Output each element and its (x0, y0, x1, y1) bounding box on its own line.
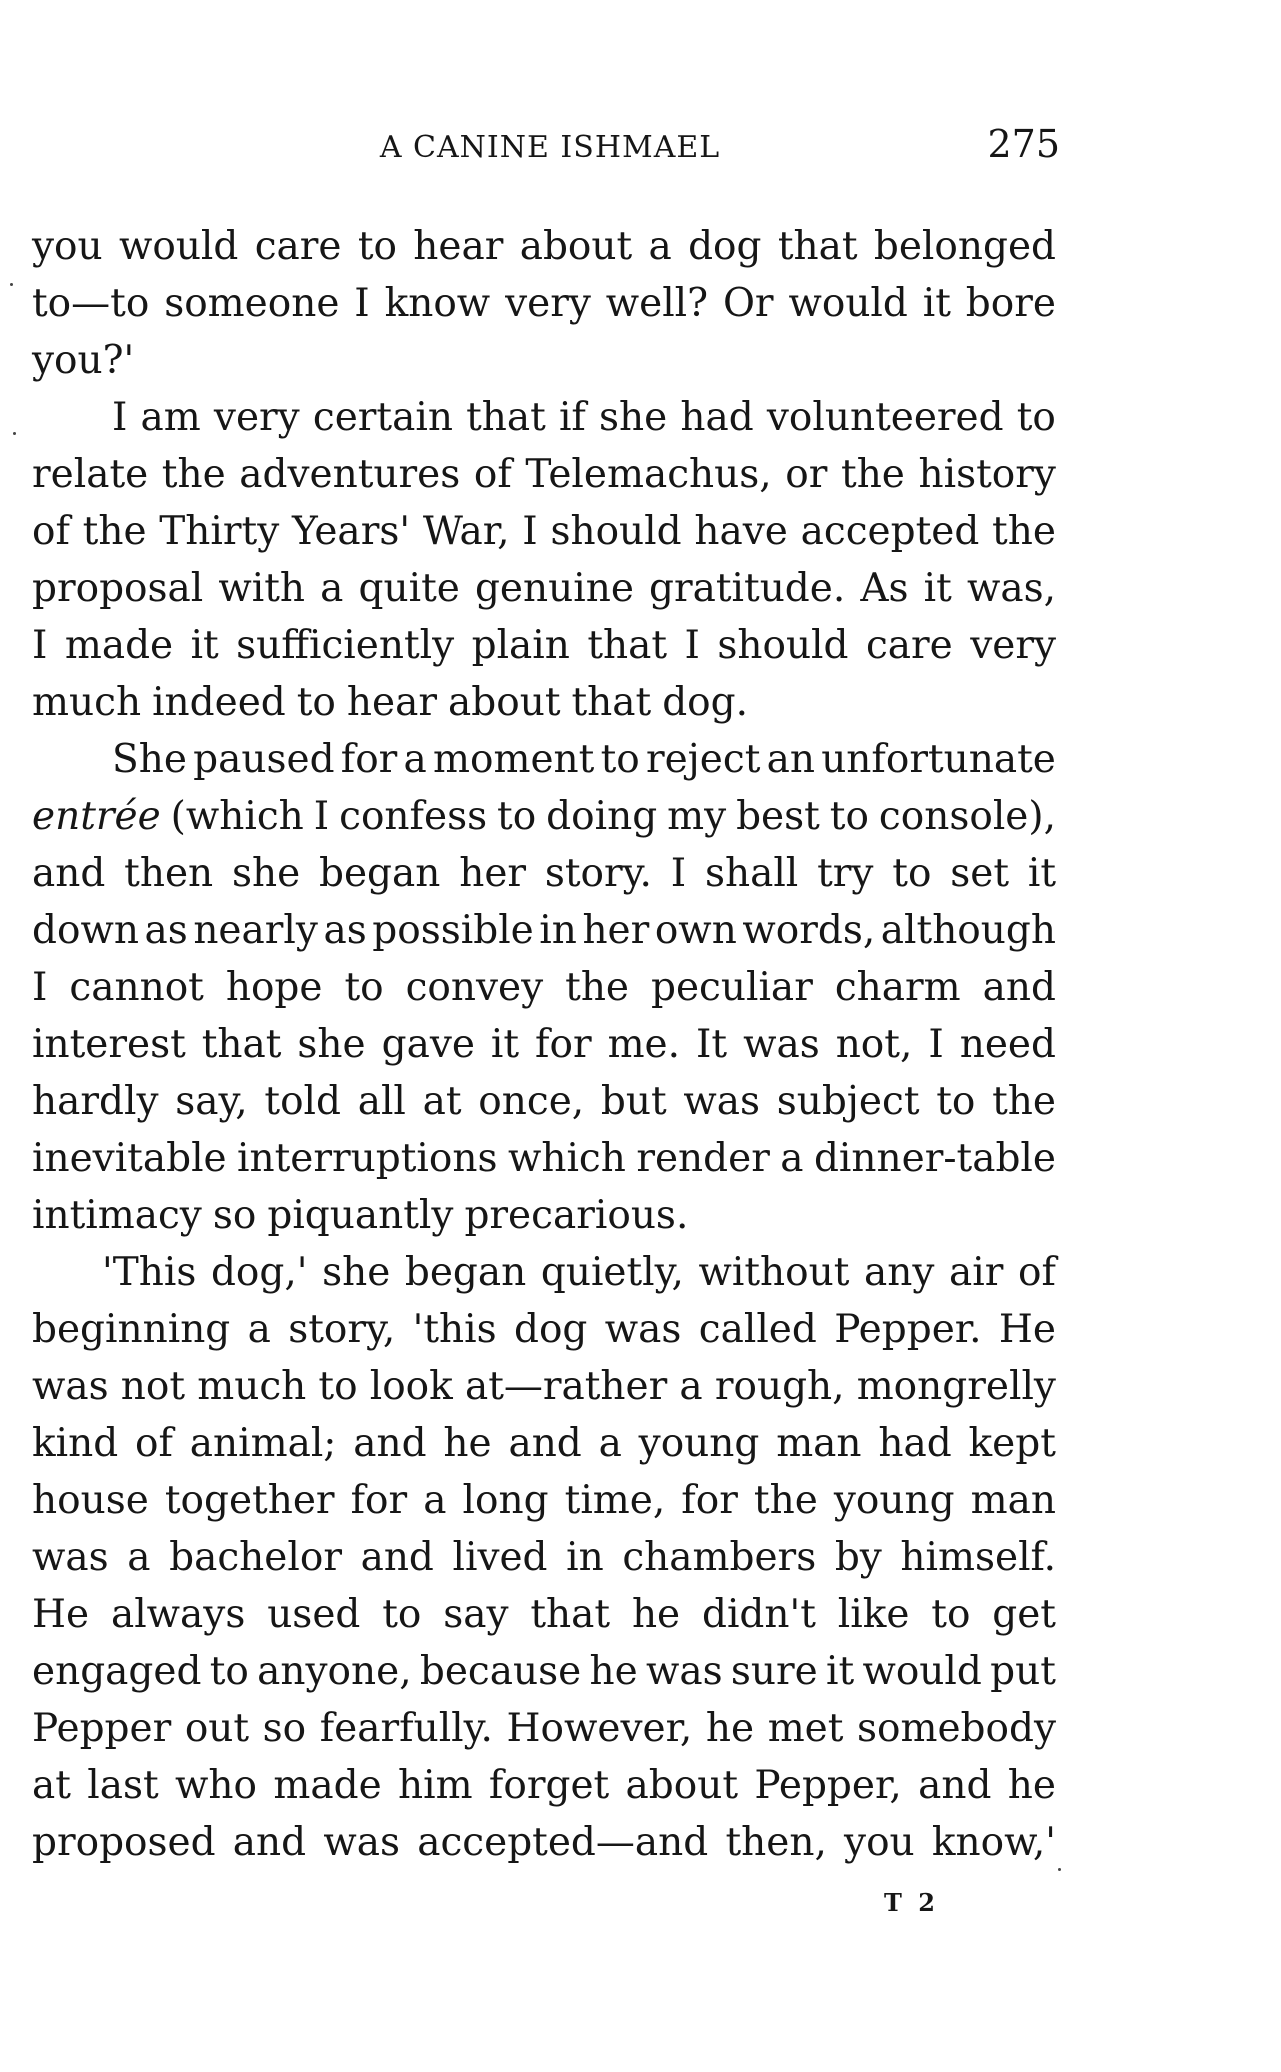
word: However, (506, 1706, 693, 1751)
text-line (32, 1244, 1056, 1301)
word: he (1007, 1763, 1056, 1808)
word: I (684, 623, 700, 668)
word: him (398, 1763, 473, 1808)
word: would (118, 224, 239, 269)
word: dog,' (210, 1250, 308, 1295)
word: at—rather (464, 1364, 668, 1409)
word: the (161, 452, 226, 497)
word: house (32, 1478, 149, 1523)
running-title: A CANINE ISHMAEL (379, 130, 721, 165)
word: for (535, 1022, 592, 1067)
word: precarious. (464, 1193, 689, 1238)
word: care (254, 224, 342, 269)
word: best (736, 794, 820, 839)
word: I (32, 623, 48, 668)
word: look (369, 1364, 453, 1409)
word: I (32, 965, 48, 1010)
word: to (344, 965, 384, 1010)
word: quietly, (540, 1250, 684, 1295)
word: story, (288, 1307, 396, 1352)
word: console), (878, 794, 1056, 839)
word: shall (704, 851, 799, 896)
word: to (892, 851, 932, 896)
word: made (64, 623, 174, 668)
word: to (497, 794, 537, 839)
word: man (776, 1421, 862, 1466)
word: hope (225, 965, 323, 1010)
word: forget (488, 1763, 610, 1808)
word: I (112, 395, 128, 440)
word: her (459, 851, 527, 896)
margin-speck (1058, 1868, 1061, 1871)
word: chambers (622, 1535, 817, 1580)
word: words, (742, 908, 876, 953)
word: that (587, 623, 668, 668)
word: he (631, 1592, 681, 1637)
word: then, (725, 1820, 827, 1865)
word: was (743, 1022, 820, 1067)
word: try (817, 851, 874, 896)
word: the (992, 509, 1056, 554)
word: Pepper. (834, 1307, 982, 1352)
word: of (135, 1421, 173, 1466)
text-line (32, 1757, 1056, 1814)
word: about (448, 680, 561, 725)
word: accepted (800, 509, 980, 554)
word: say (443, 1592, 509, 1637)
word: the (841, 452, 905, 497)
word (32, 788, 161, 845)
word: gratitude. (649, 566, 846, 611)
word: to (829, 794, 869, 839)
word: for (350, 1478, 408, 1523)
word: long (462, 1478, 549, 1523)
word: I (313, 794, 330, 839)
word: last (87, 1763, 159, 1808)
word: would (862, 1649, 982, 1694)
word: very (505, 281, 591, 326)
word: moment (433, 737, 595, 782)
word: the (82, 509, 147, 554)
word: beginning (32, 1307, 231, 1352)
word: together (164, 1478, 335, 1523)
word: say, (175, 1079, 248, 1124)
word: and (353, 1421, 427, 1466)
word: he (705, 1706, 755, 1751)
word: Years' (292, 509, 411, 554)
word: and (508, 1421, 582, 1466)
word: have (694, 509, 788, 554)
word: proposal (32, 566, 204, 611)
word: it (190, 623, 219, 668)
text-line (32, 788, 1056, 845)
word: dog (513, 1307, 588, 1352)
word: gave (381, 1022, 475, 1067)
word: She (112, 737, 187, 782)
word: War, (422, 509, 510, 554)
word: own (654, 908, 737, 953)
word: possible (372, 908, 534, 953)
text-line (32, 617, 1056, 674)
word: sure (730, 1649, 818, 1694)
text-line (32, 1472, 1056, 1529)
text-line (32, 275, 1056, 332)
text-line (32, 1415, 1056, 1472)
word: that (530, 1592, 611, 1637)
word: to (296, 680, 336, 725)
word: peculiar (650, 965, 813, 1010)
word: and (360, 1535, 434, 1580)
word: like (837, 1592, 910, 1637)
word: certain (312, 395, 453, 440)
text-line (32, 1073, 1056, 1130)
body-text (32, 218, 1056, 1871)
word: it (826, 1649, 855, 1694)
text-line (32, 332, 1056, 389)
word: doing (546, 794, 658, 839)
text-line (32, 1643, 1056, 1700)
word: to (209, 1649, 249, 1694)
word: was (32, 1364, 109, 1409)
text-line (32, 1301, 1056, 1358)
word: it (490, 1022, 520, 1067)
text-line (32, 503, 1056, 560)
word: rough, (714, 1364, 845, 1409)
word: confess (339, 794, 488, 839)
word: didn't (701, 1592, 816, 1637)
word: mongrelly (856, 1364, 1056, 1409)
word: then (124, 851, 214, 896)
text-line (32, 959, 1056, 1016)
word: dinner-table (813, 1136, 1056, 1181)
text-line (32, 1358, 1056, 1415)
text-line (32, 845, 1056, 902)
word: of (32, 509, 70, 554)
word: bachelor (169, 1535, 342, 1580)
word: it (1027, 851, 1056, 896)
text-line (32, 1187, 1056, 1244)
word: someone (164, 281, 340, 326)
word: but (600, 1079, 667, 1124)
word: render (636, 1136, 770, 1181)
word: I (928, 1022, 944, 1067)
text-line (32, 1130, 1056, 1187)
word: at (32, 1763, 71, 1808)
word: my (667, 794, 727, 839)
word: He (998, 1307, 1056, 1352)
word: to (931, 1592, 971, 1637)
word: called (698, 1307, 817, 1352)
italic-word: entrée (32, 794, 161, 839)
word: used (267, 1592, 361, 1637)
word: always (110, 1592, 246, 1637)
word: she (297, 1022, 366, 1067)
word: Telemachus, (525, 452, 772, 497)
word: a (247, 1307, 271, 1352)
word: anyone, (257, 1649, 412, 1694)
word: adventures (239, 452, 461, 497)
word: as (144, 908, 188, 953)
word: accepted—and (417, 1820, 709, 1865)
word: down (32, 908, 139, 953)
text-line (32, 1814, 1056, 1871)
word: with (218, 566, 306, 611)
page-number: 275 (987, 122, 1060, 166)
word: am (140, 395, 201, 440)
word: her (582, 908, 650, 953)
word: 'this (412, 1307, 497, 1352)
word: for (681, 1478, 738, 1523)
word: dog (688, 224, 762, 269)
word: so (262, 1706, 307, 1751)
word: put (990, 1649, 1056, 1694)
text-line (32, 1529, 1056, 1586)
word: set (950, 851, 1010, 896)
word: volunteered (766, 395, 1004, 440)
word: much (32, 680, 142, 725)
word: began (404, 1250, 527, 1295)
word: convey (405, 965, 544, 1010)
word: if (558, 395, 586, 440)
word: at (422, 1079, 462, 1124)
word: dog. (662, 680, 749, 725)
word: all (357, 1079, 406, 1124)
text-line (32, 1586, 1056, 1643)
word: not, (835, 1022, 913, 1067)
word: that (777, 224, 858, 269)
word: subject (776, 1079, 920, 1124)
word: was (683, 1079, 760, 1124)
word: He (32, 1592, 90, 1637)
word: was (645, 1649, 723, 1694)
word: should (550, 509, 682, 554)
word: (which (170, 794, 304, 839)
word: hear (346, 680, 437, 725)
word: relate (32, 452, 149, 497)
word: a (423, 1478, 447, 1523)
word: a (320, 566, 344, 611)
word: a (679, 1364, 703, 1409)
word: hear (413, 224, 504, 269)
word: interruptions (237, 1136, 498, 1181)
word: Or (722, 281, 774, 326)
word: It (696, 1022, 728, 1067)
word: for (340, 737, 398, 782)
word: without (698, 1250, 850, 1295)
word: very (213, 395, 300, 440)
word: man (970, 1478, 1056, 1523)
word: sufficiently (236, 623, 455, 668)
word: about (519, 224, 633, 269)
word: story. (544, 851, 652, 896)
word: and (232, 1820, 307, 1865)
word: by (834, 1535, 882, 1580)
word: genuine (474, 566, 634, 611)
word: intimacy (32, 1193, 202, 1238)
word: out (184, 1706, 250, 1751)
word: I (670, 851, 687, 896)
word: charm (834, 965, 961, 1010)
word: he (443, 1421, 492, 1466)
word: young (833, 1478, 955, 1523)
text-line (32, 1700, 1056, 1757)
word: somebody (857, 1706, 1056, 1751)
word: know (384, 281, 491, 326)
word: she (322, 1250, 391, 1295)
word: nearly (193, 908, 318, 953)
word: time, (564, 1478, 666, 1523)
word: fearfully. (319, 1706, 493, 1751)
word: she (231, 851, 301, 896)
word: or (785, 452, 828, 497)
word: care (865, 623, 953, 668)
word: was (32, 1535, 109, 1580)
word: kind (32, 1421, 119, 1466)
word: although (880, 908, 1056, 953)
word: unfortunate (821, 737, 1056, 782)
word: to (1016, 395, 1056, 440)
word: that (466, 395, 546, 440)
running-head (40, 122, 1060, 172)
word: indeed (152, 680, 286, 725)
word: bore (965, 281, 1056, 326)
text-line (32, 218, 1056, 275)
word: it (923, 566, 952, 611)
word: would (788, 281, 908, 326)
word: because (419, 1649, 582, 1694)
word: to (936, 1079, 976, 1124)
word: a (127, 1535, 151, 1580)
word: know,' (931, 1820, 1056, 1865)
text-line (32, 1016, 1056, 1073)
word: hardly (32, 1079, 159, 1124)
word: as (323, 908, 367, 953)
word: the (565, 965, 630, 1010)
word: Thirty (159, 509, 280, 554)
word: As (860, 566, 909, 611)
word: began (319, 851, 441, 896)
margin-speck (10, 283, 13, 286)
text-line (32, 560, 1056, 617)
word: which (507, 1136, 626, 1181)
word: young (638, 1421, 760, 1466)
word: met (767, 1706, 844, 1751)
text-line (32, 389, 1056, 446)
word: that (201, 1022, 282, 1067)
word: belonged (873, 224, 1056, 269)
word: was (604, 1307, 682, 1352)
word: an (766, 737, 815, 782)
text-line (32, 902, 1056, 959)
word: you (32, 224, 103, 269)
word: well? (605, 281, 709, 326)
word: me. (607, 1022, 681, 1067)
word: inevitable (32, 1136, 227, 1181)
word: himself. (900, 1535, 1056, 1580)
word: cannot (69, 965, 204, 1010)
word: had (878, 1421, 952, 1466)
word: and (918, 1763, 992, 1808)
signature-mark: T 2 (884, 1888, 939, 1917)
word: once, (478, 1079, 585, 1124)
margin-speck (13, 432, 16, 435)
word: paused (193, 737, 335, 782)
word: was (323, 1820, 400, 1865)
word: that (571, 680, 652, 725)
word: to (600, 737, 640, 782)
word: should (717, 623, 849, 668)
word: piquantly (267, 1193, 454, 1238)
word: to (357, 224, 397, 269)
word: had (680, 395, 754, 440)
word: about (625, 1763, 739, 1808)
word: of (1017, 1250, 1056, 1295)
word: the (992, 1079, 1056, 1124)
word: animal; (189, 1421, 337, 1466)
word: I (354, 281, 370, 326)
word: interest (32, 1022, 186, 1067)
word: told (264, 1079, 341, 1124)
word: he (589, 1649, 638, 1694)
word: she (599, 395, 668, 440)
word: the (753, 1478, 818, 1523)
word: to (382, 1592, 422, 1637)
word: it (922, 281, 951, 326)
word: in (539, 908, 577, 953)
word: reject (645, 737, 761, 782)
word: was, (966, 566, 1056, 611)
word: made (273, 1763, 382, 1808)
word: 'This (102, 1250, 197, 1295)
word: a (598, 1421, 622, 1466)
word: you?' (32, 338, 135, 383)
word: so (212, 1193, 257, 1238)
text-line (32, 731, 1056, 788)
word: kept (968, 1421, 1056, 1466)
word: quite (358, 566, 460, 611)
word: to (318, 1364, 358, 1409)
word: need (959, 1022, 1056, 1067)
word: engaged (32, 1649, 202, 1694)
word: any (864, 1250, 935, 1295)
word: get (992, 1592, 1056, 1637)
word: plain (471, 623, 570, 668)
word: and (982, 965, 1056, 1010)
word: I (522, 509, 538, 554)
word: a (403, 737, 427, 782)
word: not (120, 1364, 186, 1409)
word: very (970, 623, 1056, 668)
word: in (566, 1535, 604, 1580)
word: Pepper (32, 1706, 172, 1751)
word: to—to (32, 281, 150, 326)
word: lived (452, 1535, 548, 1580)
word: proposed (32, 1820, 216, 1865)
word: much (197, 1364, 307, 1409)
word: who (175, 1763, 258, 1808)
word: air (949, 1250, 1004, 1295)
word: of (473, 452, 512, 497)
text-line (32, 446, 1056, 503)
word: Pepper, (754, 1763, 902, 1808)
word: you (844, 1820, 915, 1865)
word: a (648, 224, 672, 269)
word: a (780, 1136, 804, 1181)
word: history (918, 452, 1056, 497)
text-line (32, 674, 1056, 731)
word: and (32, 851, 106, 896)
